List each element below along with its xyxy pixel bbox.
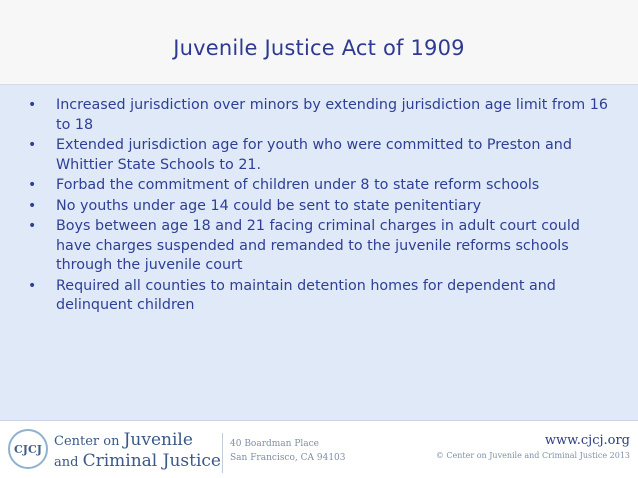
address-line: 40 Boardman Place — [230, 439, 319, 449]
organization-logo-text — [54, 430, 221, 472]
logo-word: Criminal — [82, 451, 158, 471]
slide-title: Juvenile Justice Act of 1909 — [173, 36, 465, 60]
bullet-icon: • — [28, 277, 37, 294]
footer — [0, 420, 638, 478]
logo-word: Center on — [54, 434, 124, 449]
bullet-icon: • — [28, 197, 37, 214]
address — [230, 437, 346, 465]
bullet-item — [26, 277, 616, 316]
title-bar — [0, 0, 638, 85]
website-link[interactable]: www.cjcj.org — [544, 433, 630, 448]
logo-line-1 — [54, 430, 204, 451]
bullet-item — [26, 197, 616, 217]
bullet-icon: • — [28, 97, 37, 113]
bullet-item — [26, 176, 616, 196]
bullet-item — [26, 217, 616, 276]
address-line: San Francisco, CA 94103 — [230, 453, 346, 463]
bullet-icon: • — [28, 218, 37, 234]
bullet-list — [26, 96, 616, 317]
copyright-notice: © Center on Juvenile and Criminal Justice 2013 — [435, 451, 630, 460]
bullet-icon: • — [28, 137, 37, 153]
bullet-text: Extended jurisdiction age for youth who were committed to Preston and Whittier State Schools to 21. — [56, 137, 572, 173]
logo-word: and — [54, 455, 83, 470]
logo-word: Justice — [157, 451, 221, 471]
logo-line-2 — [54, 451, 221, 472]
bullet-item — [26, 136, 616, 175]
bullet-text: Boys between age 18 and 21 facing criminal charges in adult court could have charges suspended and remanded to the juvenile reforms schools through the juvenile court — [56, 218, 580, 273]
bullet-text: Required all counties to maintain detention homes for dependent and delinquent children — [56, 277, 556, 313]
bullet-text: Forbad the commitment of children under 8 to state reform schools — [56, 177, 540, 193]
logo-word: Juvenile — [123, 430, 193, 450]
bullet-text: No youths under age 14 could be sent to state penitentiary — [56, 197, 482, 214]
cjcj-logo-icon[interactable]: CJCJ — [8, 429, 48, 469]
bullet-icon: • — [28, 177, 37, 193]
bullet-item — [26, 96, 616, 135]
bullet-text: Increased jurisdiction over minors by extending jurisdiction age limit from 16 to 18 — [56, 97, 608, 133]
footer-divider — [222, 433, 223, 473]
